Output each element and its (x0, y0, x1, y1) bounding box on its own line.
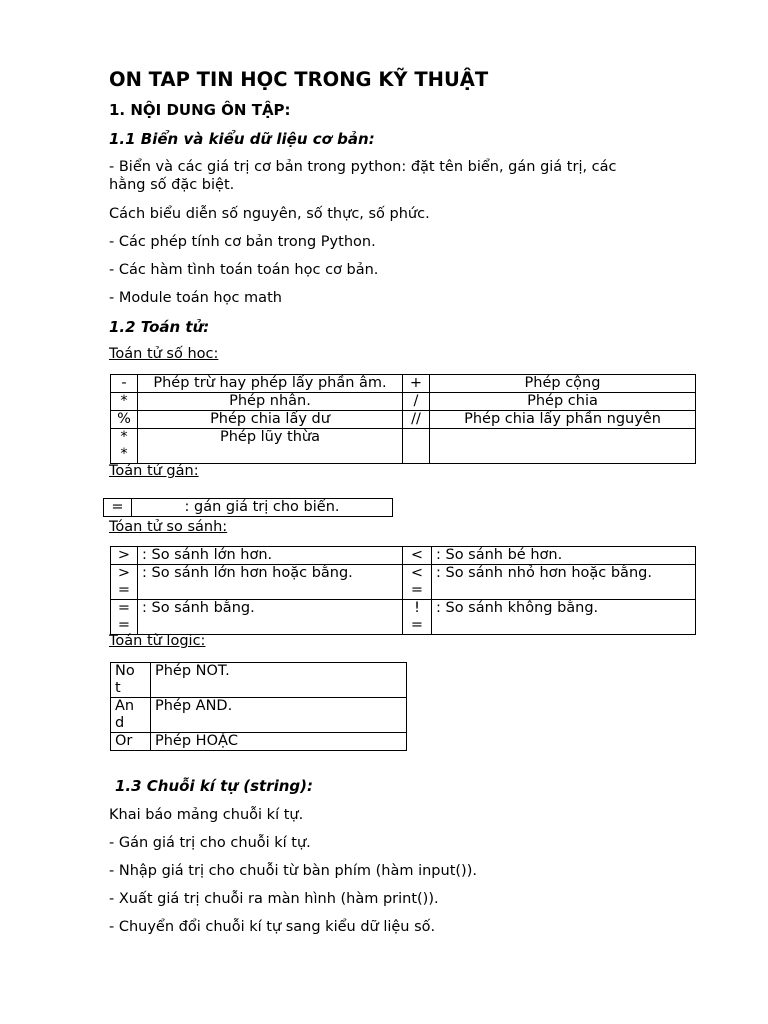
logic-operators-label: Toán từ logic: (109, 633, 206, 649)
operator-symbol: - (111, 375, 138, 393)
operator-description: Phép trừ hay phép lấy phần âm. (138, 375, 403, 393)
operator-description: Phép chia lấy phần nguyên (430, 411, 696, 429)
operator-description: : So sánh lớn hơn. (138, 547, 403, 565)
table-row (111, 393, 696, 411)
operator-symbol: No t (111, 663, 151, 698)
s13-paragraph-2: - Gán giá trị cho chuỗi kí tự. (109, 835, 311, 851)
operator-symbol: ! = (403, 600, 432, 635)
table-row (111, 565, 696, 600)
table-row (104, 499, 393, 517)
operator-description: : So sánh nhỏ hơn hoặc bằng. (432, 565, 696, 600)
operator-description: Phép nhân. (138, 393, 403, 411)
arithmetic-operators-table (110, 374, 696, 464)
operator-description: Phép chia lấy dư (138, 411, 403, 429)
comparison-operators-label: Tóan tử so sánh: (109, 519, 228, 535)
table-row (111, 663, 407, 698)
operator-symbol: < = (403, 565, 432, 600)
operator-symbol: An d (111, 698, 151, 733)
section-1-2-heading: 1.2 Toán tử: (109, 318, 210, 336)
s13-paragraph-1: Khai báo mảng chuỗi kí tự. (109, 807, 304, 823)
operator-symbol: * * (111, 429, 138, 464)
operator-description: Phép lũy thừa (138, 429, 403, 464)
assignment-operators-label: Toán tử gán: (109, 463, 199, 479)
operator-symbol: % (111, 411, 138, 429)
operator-symbol: + (403, 375, 430, 393)
comparison-operators-table (110, 546, 696, 635)
section-1-heading: 1. NỘI DUNG ÔN TẬP: (109, 101, 291, 119)
table-row (111, 733, 407, 751)
page-title: ON TAP TIN HỌC TRONG KỸ THUẬT (109, 68, 489, 91)
operator-symbol: * (111, 393, 138, 411)
table-row (111, 547, 696, 565)
operator-symbol: < (403, 547, 432, 565)
table-row (111, 600, 696, 635)
assignment-operator-table (103, 498, 393, 517)
table-row (111, 375, 696, 393)
s11-paragraph-1-line-2: hằng số đặc biệt. (109, 177, 235, 193)
logic-operators-table (110, 662, 407, 751)
operator-description: Phép AND. (151, 698, 407, 733)
operator-description: Phép chia (430, 393, 696, 411)
operator-description: Phép HOẶC (151, 733, 407, 751)
arithmetic-operators-label: Toán tử số hoc: (109, 346, 219, 362)
operator-symbol: = (104, 499, 132, 517)
table-row (111, 411, 696, 429)
s13-paragraph-4: - Xuất giá trị chuỗi ra màn hình (hàm print()). (109, 891, 439, 907)
operator-description: : gán giá trị cho biến. (132, 499, 393, 517)
operator-symbol: / (403, 393, 430, 411)
section-1-1-heading: 1.1 Biển và kiểu dữ liệu cơ bản: (109, 130, 375, 148)
operator-description: : So sánh không bằng. (432, 600, 696, 635)
operator-symbol: > (111, 547, 138, 565)
s13-paragraph-3: - Nhập giá trị cho chuỗi từ bàn phím (hàm input()). (109, 863, 477, 879)
s11-paragraph-4: - Các hàm tình toán toán học cơ bản. (109, 262, 379, 278)
operator-symbol (403, 429, 430, 464)
operator-symbol: = = (111, 600, 138, 635)
operator-symbol: // (403, 411, 430, 429)
operator-description (430, 429, 696, 464)
operator-symbol: > = (111, 565, 138, 600)
section-1-3-heading: 1.3 Chuỗi kí tự (string): (115, 777, 314, 795)
s11-paragraph-3: - Các phép tính cơ bản trong Python. (109, 234, 376, 250)
operator-description: Phép cộng (430, 375, 696, 393)
operator-symbol: Or (111, 733, 151, 751)
s11-paragraph-2: Cách biểu diễn số nguyên, số thực, số phức. (109, 206, 430, 222)
table-row (111, 698, 407, 733)
s11-paragraph-1-line-1: - Biển và các giá trị cơ bản trong python: đặt tên biển, gán giá trị, các (109, 159, 617, 175)
operator-description: : So sánh lớn hơn hoặc bằng. (138, 565, 403, 600)
operator-description: Phép NOT. (151, 663, 407, 698)
s11-paragraph-5: - Module toán học math (109, 290, 282, 306)
table-row (111, 429, 696, 464)
operator-description: : So sánh bé hơn. (432, 547, 696, 565)
operator-description: : So sánh bằng. (138, 600, 403, 635)
s13-paragraph-5: - Chuyển đổi chuỗi kí tự sang kiểu dữ liệu số. (109, 919, 436, 935)
